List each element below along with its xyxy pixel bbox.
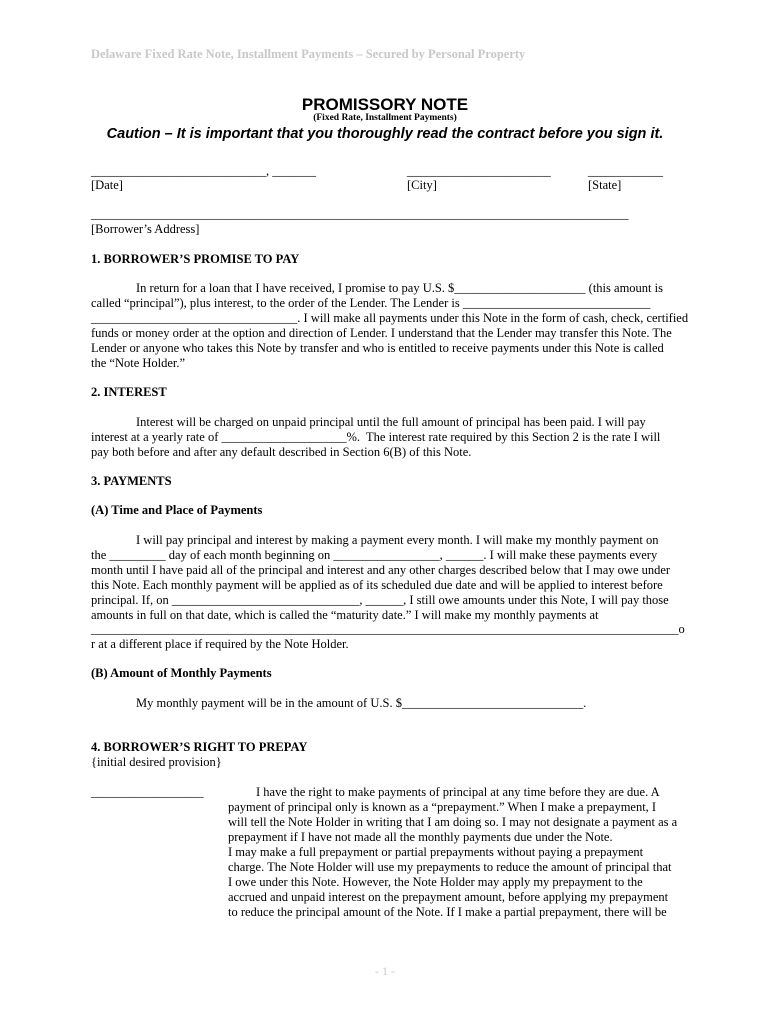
initial-blank: __________________ xyxy=(91,785,204,799)
city-blank: _______________________ xyxy=(407,164,551,178)
section2-heading: 2. INTEREST xyxy=(91,385,167,399)
section3a-heading: (A) Time and Place of Payments xyxy=(91,503,263,517)
section1-heading: 1. BORROWER’S PROMISE TO PAY xyxy=(91,252,300,266)
caution-notice: Caution – It is important that you thoroughly read the contract before you sign it. xyxy=(106,126,664,142)
section4-line: payment of principal only is known as a “prepayment.” When I make a prepayment, I xyxy=(228,800,657,814)
section1-line: In return for a loan that I have received, I promise to pay U.S. $_____________________ (this amount is xyxy=(136,281,663,295)
section2-line: interest at a yearly rate of ____________________%. The interest rate required by this Section 2 is the rate I will xyxy=(91,430,661,444)
section2-line: pay both before and after any default described in Section 6(B) of this Note. xyxy=(91,445,472,459)
document-title: PROMISSORY NOTE xyxy=(301,95,469,114)
address-blank: ______________________________________________________________________________________ xyxy=(91,207,629,221)
section4-line: accrued and unpaid interest on the prepayment amount, before applying my prepayment xyxy=(228,890,669,904)
section3b-heading: (B) Amount of Monthly Payments xyxy=(91,666,272,680)
page-number: - 1 - xyxy=(375,964,395,978)
section3a-line: this Note. Each monthly payment will be applied as of its scheduled due date and will be applied to interest before xyxy=(91,578,663,592)
section3b-line: My monthly payment will be in the amount of U.S. $_____________________________. xyxy=(136,696,587,710)
section4-heading: 4. BORROWER’S RIGHT TO PREPAY xyxy=(91,740,308,754)
document-subtitle: (Fixed Rate, Installment Payments) xyxy=(313,113,457,123)
section1-line: funds or money order at the option and direction of Lender. I understand that the Lender may transfer this Note. The xyxy=(91,326,672,340)
section3a-line: I will pay principal and interest by making a payment every month. I will make my monthly payment on xyxy=(136,533,659,547)
city-label: [City] xyxy=(407,178,437,192)
section4-line: prepayment if I have not made all the monthly payments due under the Note. xyxy=(228,830,613,844)
section4-line: I may make a full prepayment or partial prepayments without paying a prepayment xyxy=(228,845,644,859)
section1-line: the “Note Holder.” xyxy=(91,356,186,370)
section4-note: {initial desired provision} xyxy=(91,755,222,769)
section4-line: to reduce the principal amount of the Note. If I make a partial prepayment, there will be xyxy=(228,905,667,919)
section4-line: I have the right to make payments of principal at any time before they are due. A xyxy=(256,785,660,799)
section3a-line: month until I have paid all of the principal and interest and any other charges described below that I may owe under xyxy=(91,563,671,577)
section1-line: called “principal”), plus interest, to the order of the Lender. The Lender is ______________________________ xyxy=(91,296,651,310)
section3a-line: ______________________________________________________________________________________________o xyxy=(91,622,685,636)
section3-heading: 3. PAYMENTS xyxy=(91,474,172,488)
section3a-line: amounts in full on that date, which is called the “maturity date.” I will make my monthly payments at xyxy=(91,608,599,622)
section4-line: will tell the Note Holder in writing that I am doing so. I may not designate a payment as a xyxy=(228,815,678,829)
running-header: Delaware Fixed Rate Note, Installment Payments – Secured by Personal Property xyxy=(91,47,526,61)
section3a-line: the _________ day of each month beginning on _________________, ______. I will make these payments every xyxy=(91,548,658,562)
date-label: [Date] xyxy=(91,178,123,192)
section4-line: charge. The Note Holder will use my prepayments to reduce the amount of principal that xyxy=(228,860,672,874)
state-label: [State] xyxy=(588,178,622,192)
address-label: [Borrower’s Address] xyxy=(91,222,200,236)
date-blank: ____________________________, _______ xyxy=(91,164,316,178)
section4-line: I owe under this Note. However, the Note Holder may apply my prepayment to the xyxy=(228,875,643,889)
section3a-line: principal. If, on ______________________________, ______, I still owe amounts under this Note, I will pay those xyxy=(91,593,669,607)
state-blank: ____________ xyxy=(588,164,663,178)
section2-line: Interest will be charged on unpaid principal until the full amount of principal has been paid. I will pay xyxy=(136,415,646,429)
section1-line: _________________________________. I will make all payments under this Note in the form of cash, check, certified xyxy=(91,311,689,325)
section3a-line: r at a different place if required by the Note Holder. xyxy=(91,637,349,651)
section1-line: Lender or anyone who takes this Note by transfer and who is entitled to receive payments under this Note is called xyxy=(91,341,664,355)
